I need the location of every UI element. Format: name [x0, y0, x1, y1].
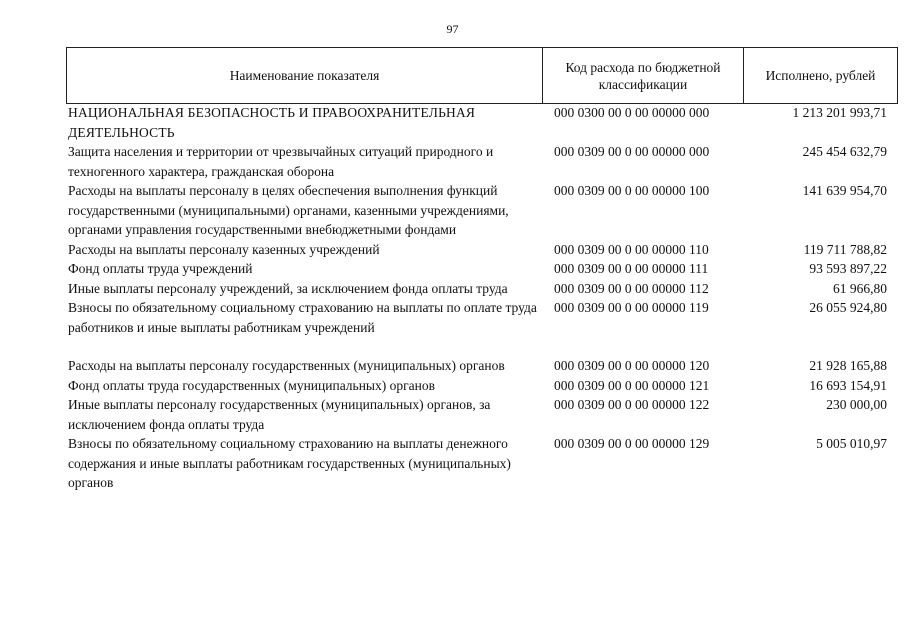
table-body: [68, 103, 888, 493]
row-name: Расходы на выплаты персоналу в целях обеспечения выполнения функций государственными (муниципальными) органами, казенными учреждениями, органами управления государственными внебюджетными фондами: [68, 183, 509, 237]
row-code: 000 0309 00 0 00 00000 100: [554, 183, 710, 198]
row-name: Взносы по обязательному социальному страхованию на выплаты денежного содержания и иные выплаты работникам государственных (муниципальных) органов: [68, 436, 511, 490]
row-name: Расходы на выплаты персоналу государственных (муниципальных) органов: [68, 358, 505, 373]
table-row: [68, 298, 888, 337]
table-row: [68, 356, 888, 376]
row-code: 000 0309 00 0 00 00000 122: [554, 397, 710, 412]
row-amount: 93 593 897,22: [809, 261, 887, 276]
row-amount: 1 213 201 993,71: [792, 105, 887, 120]
row-name: НАЦИОНАЛЬНАЯ БЕЗОПАСНОСТЬ И ПРАВООХРАНИТЕЛЬНАЯ ДЕЯТЕЛЬНОСТЬ: [68, 105, 476, 140]
table-row: [68, 142, 888, 181]
page-number: 97: [446, 22, 459, 36]
row-amount: 245 454 632,79: [802, 144, 887, 159]
row-code: 000 0309 00 0 00 00000 129: [554, 436, 710, 451]
row-code: 000 0309 00 0 00 00000 120: [554, 358, 710, 373]
row-code: 000 0309 00 0 00 00000 110: [554, 241, 709, 257]
row-name: Взносы по обязательному социальному страхованию на выплаты по оплате труда работников и иные выплаты работникам учреждений: [68, 300, 537, 335]
row-name: Расходы на выплаты персоналу казенных учреждений: [68, 241, 380, 257]
header-code: Код расхода по бюджетной классификации: [543, 48, 744, 104]
table-row: [68, 434, 888, 493]
header-name: Наименование показателя: [67, 48, 543, 104]
row-name: Фонд оплаты труда государственных (муниципальных) органов: [68, 377, 435, 393]
table-row: [68, 240, 888, 260]
row-code: 000 0309 00 0 00 00000 121: [554, 377, 710, 393]
table-row: [68, 181, 888, 240]
row-amount: 16 693 154,91: [809, 377, 887, 393]
table-row: [68, 395, 888, 434]
row-name: Защита населения и территории от чрезвычайных ситуаций природного и техногенного характера, гражданская оборона: [68, 144, 494, 179]
table-row: [68, 259, 888, 279]
row-amount: 5 005 010,97: [816, 436, 887, 451]
row-code: 000 0309 00 0 00 00000 119: [554, 300, 709, 315]
row-name: Иные выплаты персоналу государственных (муниципальных) органов, за исключением фонда оплаты труда: [68, 397, 491, 432]
header-amount: Исполнено, рублей: [744, 48, 898, 104]
row-code: 000 0309 00 0 00 00000 111: [554, 261, 709, 276]
table-row: [68, 279, 888, 299]
row-amount: 21 928 165,88: [809, 358, 887, 373]
row-name: Иные выплаты персоналу учреждений, за исключением фонда оплаты труда: [68, 280, 508, 296]
row-amount: 141 639 954,70: [802, 183, 887, 198]
row-amount: 26 055 924,80: [809, 300, 887, 315]
row-code: 000 0309 00 0 00 00000 000: [554, 144, 710, 159]
row-name: Фонд оплаты труда учреждений: [68, 261, 253, 276]
table-row: [68, 103, 888, 142]
row-code: 000 0309 00 0 00 00000 112: [554, 280, 709, 296]
table-header: [66, 47, 898, 104]
row-amount: 61 966,80: [833, 280, 887, 296]
table-row: [68, 376, 888, 396]
row-amount: 119 711 788,82: [803, 241, 887, 257]
row-code: 000 0300 00 0 00 00000 000: [554, 105, 710, 120]
row-amount: 230 000,00: [826, 397, 887, 412]
